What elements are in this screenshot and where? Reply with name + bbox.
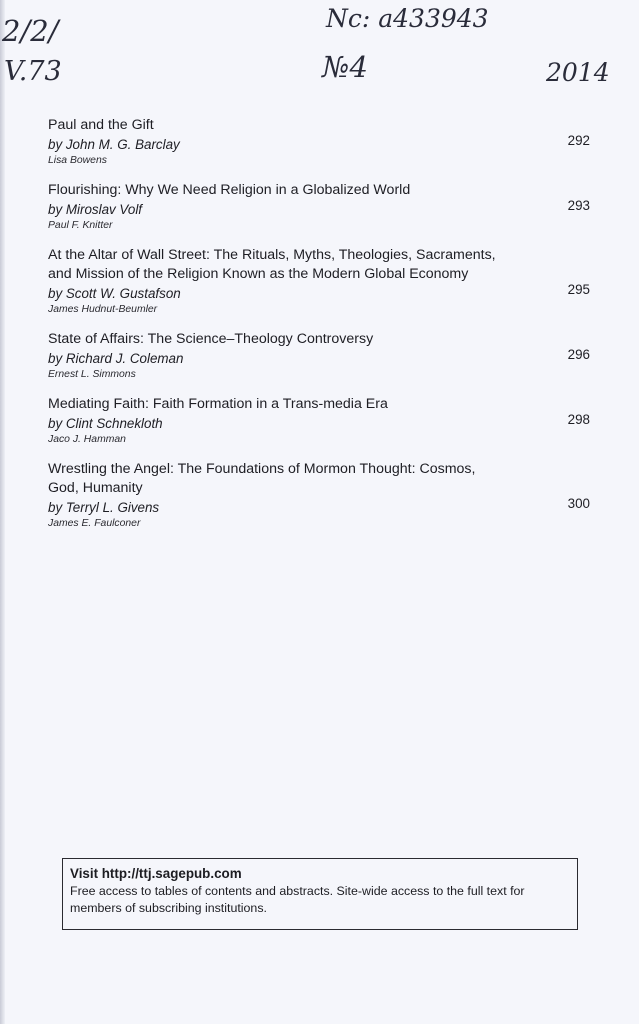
handwritten-issue-number: №4 <box>322 50 368 84</box>
entry-reviewer: James E. Faulconer <box>48 518 141 529</box>
entry-title: Flourishing: Why We Need Religion in a Globalized World <box>48 182 411 198</box>
entry-author: by Scott W. Gustafson <box>48 286 181 301</box>
entry-author: by Richard J. Coleman <box>48 351 184 366</box>
visit-website-link[interactable]: Visit http://ttj.sagepub.com <box>70 866 242 881</box>
entry-reviewer: James Hudnut-Beumler <box>48 304 158 315</box>
entry-title: At the Altar of Wall Street: The Rituals, Myths, Theologies, Sacraments, and Mission of the Religion Known as the Modern Global Economy <box>48 247 496 282</box>
handwritten-date: 2/2/ <box>2 14 59 48</box>
entry-title: Wrestling the Angel: The Foundations of Mormon Thought: Cosmos, God, Humanity <box>48 461 476 496</box>
entry-title: State of Affairs: The Science–Theology Controversy <box>48 331 374 347</box>
entry-page-number: 298 <box>567 412 590 427</box>
entry-reviewer: Paul F. Knitter <box>48 220 113 231</box>
entry-page-number: 300 <box>567 496 590 511</box>
entry-page-number: 296 <box>567 347 590 362</box>
toc-entry[interactable] <box>48 330 592 382</box>
toc-entry[interactable] <box>48 181 592 233</box>
handwritten-catalog-number: Nc: a433943 <box>326 4 489 33</box>
access-info-text: Free access to tables of contents and abstracts. Site-wide access to the full text for members of subscribing institutions. <box>70 884 525 915</box>
book-reviews-list <box>48 116 592 544</box>
handwritten-year: 2014 <box>546 58 610 87</box>
toc-entry[interactable] <box>48 460 592 531</box>
toc-entry[interactable] <box>48 246 592 317</box>
entry-page-number: 295 <box>567 282 590 297</box>
entry-page-number: 292 <box>567 133 590 148</box>
page-spine-edge <box>0 0 5 1024</box>
entry-title: Paul and the Gift <box>48 117 154 133</box>
entry-page-number: 293 <box>567 198 590 213</box>
toc-entry[interactable] <box>48 116 592 168</box>
entry-reviewer: Lisa Bowens <box>48 155 107 166</box>
handwritten-volume: V.73 <box>4 56 62 87</box>
entry-reviewer: Ernest L. Simmons <box>48 369 136 380</box>
entry-author: by John M. G. Barclay <box>48 137 180 152</box>
entry-author: by Clint Schnekloth <box>48 416 163 431</box>
visit-website-box <box>62 858 578 930</box>
entry-author: by Terryl L. Givens <box>48 500 160 515</box>
entry-reviewer: Jaco J. Hamman <box>48 434 126 445</box>
toc-entry[interactable] <box>48 395 592 447</box>
entry-author: by Miroslav Volf <box>48 202 143 217</box>
entry-title: Mediating Faith: Faith Formation in a Trans-media Era <box>48 396 388 412</box>
